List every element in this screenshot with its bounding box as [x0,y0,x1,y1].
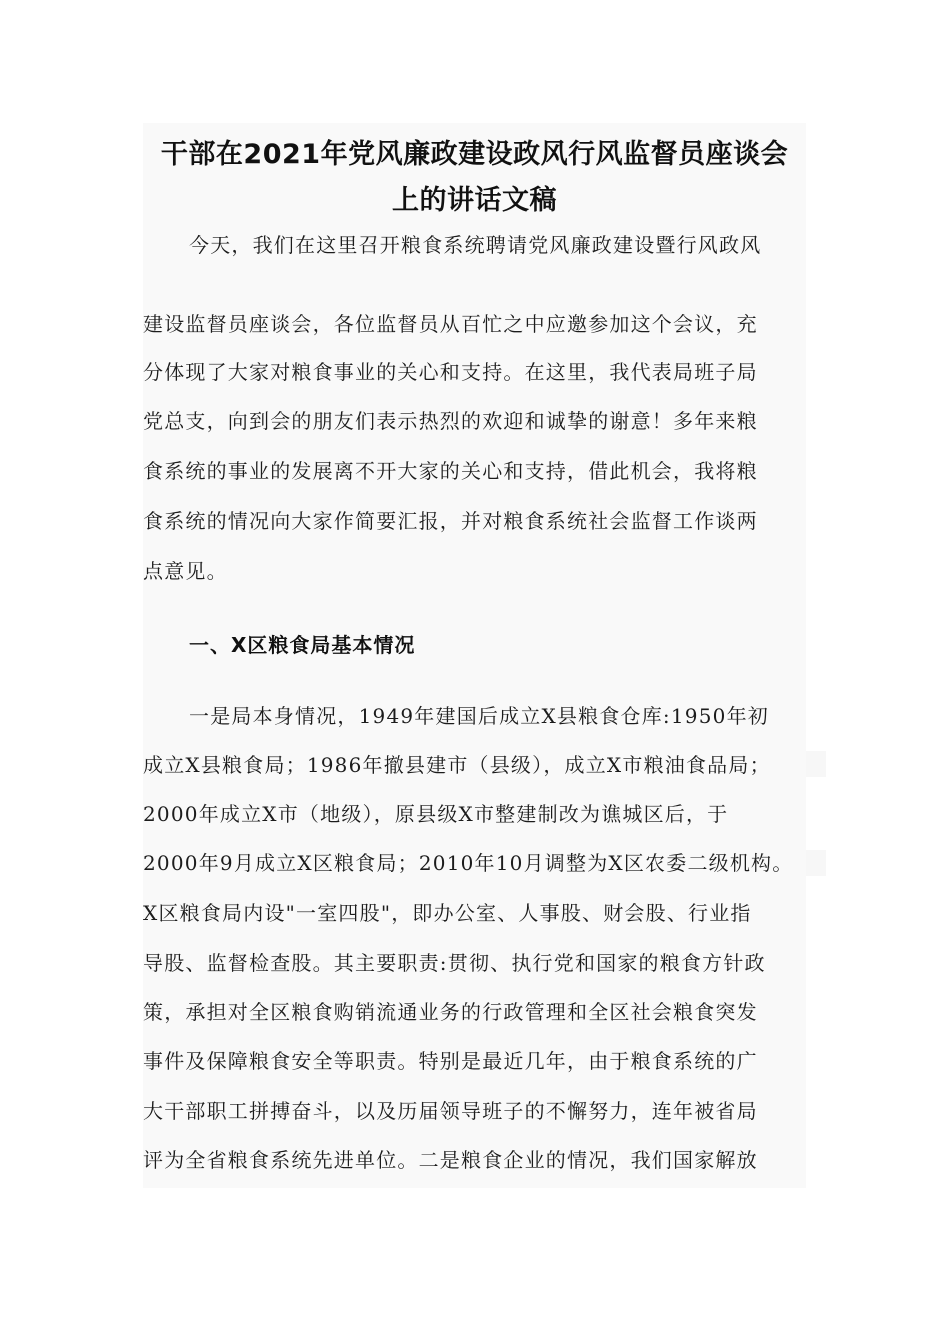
body-line: 导股、监督检查股。其主要职责:贯彻、执行党和国家的粮食方针政 [143,951,766,975]
intro-line: 点意见。 [143,559,228,583]
body-line: 2000年9月成立X区粮食局；2010年10月调整为X区农委二级机构。 [143,851,794,875]
intro-line: 食系统的事业的发展离不开大家的关心和支持，借此机会，我将粮 [143,459,758,483]
document-page [143,123,806,1188]
section-heading: 一、X区粮食局基本情况 [189,633,416,657]
body-line: 事件及保障粮食安全等职责。特别是最近几年，由于粮食系统的广 [143,1049,758,1073]
intro-line: 党总支，向到会的朋友们表示热烈的欢迎和诚挚的谢意！多年来粮 [143,409,758,433]
intro-line: 分体现了大家对粮食事业的关心和支持。在这里，我代表局班子局 [143,360,758,384]
intro-line: 建设监督员座谈会，各位监督员从百忙之中应邀参加这个会议，充 [143,312,758,336]
intro-line: 食系统的情况向大家作简要汇报，并对粮食系统社会监督工作谈两 [143,509,758,533]
body-line: 成立X县粮食局；1986年撤县建市（县级），成立X市粮油食品局； [143,753,771,777]
body-line: X区粮食局内设"一室四股"，即办公室、人事股、财会股、行业指 [143,901,752,925]
body-line: 2000年成立X市（地级），原县级X市整建制改为谯城区后，于 [143,802,729,826]
document-title-line-1: 干部在2021年党风廉政建设政风行风监督员座谈会 [160,139,789,170]
body-line: 策，承担对全区粮食购销流通业务的行政管理和全区社会粮食突发 [143,1000,758,1024]
overflow-strip [806,850,826,876]
overflow-strip [806,751,826,777]
document-title-line-2: 上的讲话文稿 [392,185,557,216]
body-line: 评为全省粮食系统先进单位。二是粮食企业的情况，我们国家解放 [143,1148,758,1172]
intro-line: 今天，我们在这里召开粮食系统聘请党风廉政建设暨行风政风 [189,233,762,257]
body-line: 大干部职工拼搏奋斗，以及历届领导班子的不懈努力，连年被省局 [143,1099,758,1123]
body-line: 一是局本身情况，1949年建国后成立X县粮食仓库:1950年初 [189,704,769,728]
